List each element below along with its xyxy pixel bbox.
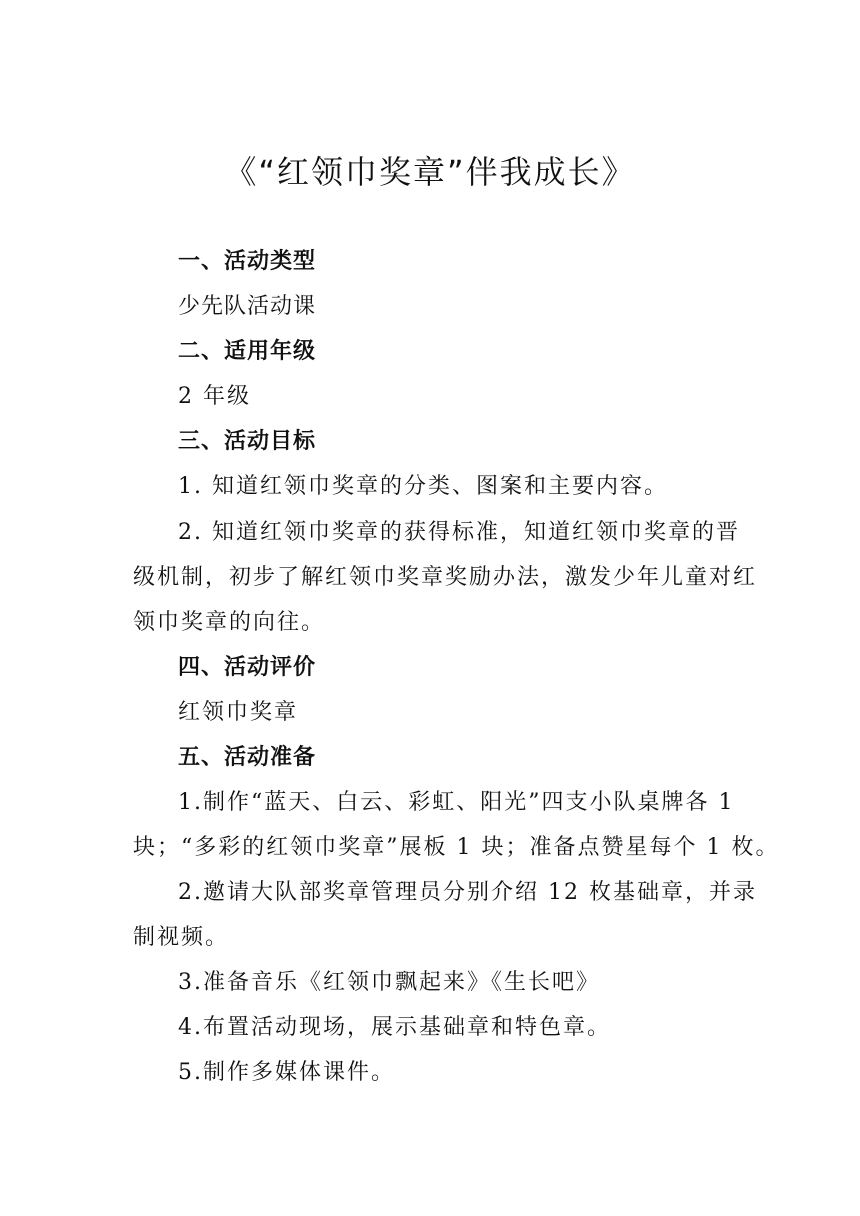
prep-item-2-line-2: 制视频。 — [133, 925, 230, 950]
section-heading-evaluation: 四、活动评价 — [178, 655, 317, 680]
document-title: 《“红领巾奖章”伴我成长》 — [224, 153, 636, 191]
section-heading-preparation: 五、活动准备 — [178, 745, 317, 770]
prep-item-1-line-2: 块；“多彩的红领巾奖章”展板 1 块；准备点赞星每个 1 枚。 — [133, 835, 780, 860]
prep-item-2-line-1: 2.邀请大队部奖章管理员分别介绍 12 枚基础章，并录 — [178, 880, 757, 905]
goal-item-2-line-3: 领巾奖章的向往。 — [133, 610, 326, 635]
goal-item-1: 1. 知道红领巾奖章的分类、图案和主要内容。 — [178, 474, 668, 499]
prep-item-4: 4.布置活动现场，展示基础章和特色章。 — [178, 1015, 611, 1040]
goal-item-2-line-2: 级机制，初步了解红领巾奖章奖励办法，激发少年儿童对红 — [133, 565, 758, 590]
section-heading-goals: 三、活动目标 — [178, 429, 317, 454]
section-text-grade: 2 年级 — [178, 384, 251, 409]
section-text-evaluation: 红领巾奖章 — [178, 700, 299, 725]
prep-item-3: 3.准备音乐《红领巾飘起来》《生长吧》 — [178, 970, 600, 995]
section-heading-type: 一、活动类型 — [178, 249, 317, 274]
section-text-type: 少先队活动课 — [178, 294, 317, 319]
prep-item-5: 5.制作多媒体课件。 — [178, 1060, 395, 1085]
section-heading-grade: 二、适用年级 — [178, 339, 317, 364]
prep-item-1-line-1: 1.制作“蓝天、白云、彩虹、阳光”四支小队桌牌各 1 — [178, 790, 735, 815]
goal-item-2-line-1: 2. 知道红领巾奖章的获得标准，知道红领巾奖章的晋 — [178, 520, 740, 545]
